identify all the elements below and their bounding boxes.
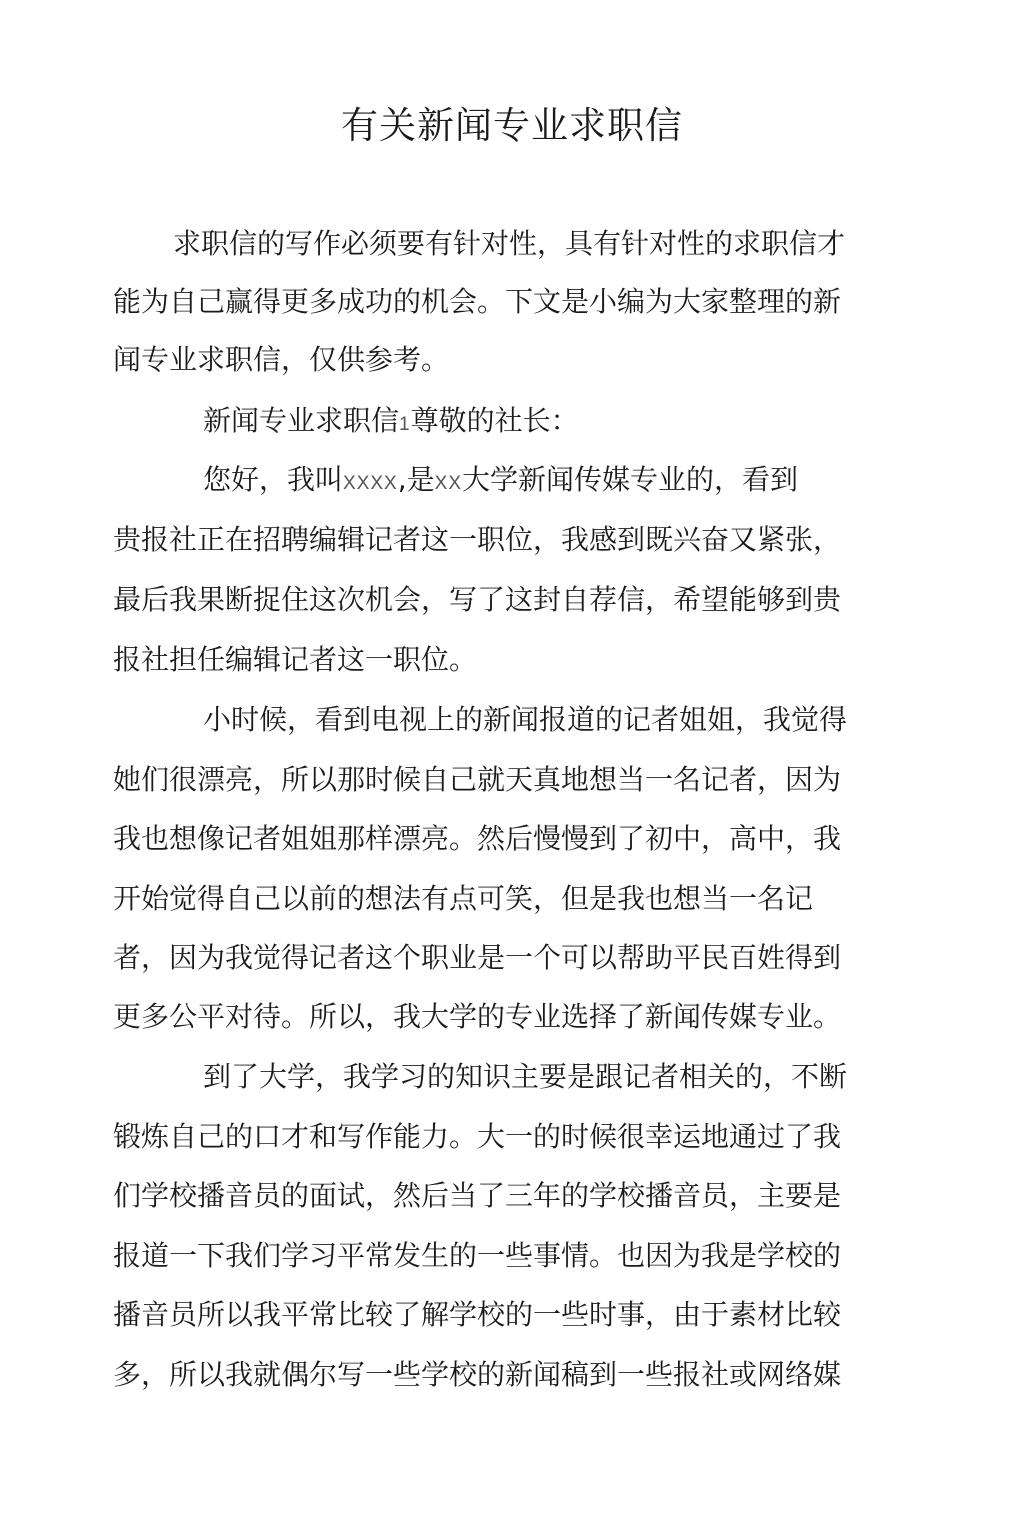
paragraph-line: 报社担任编辑记者这一职位。 xyxy=(113,643,478,676)
paragraph-line: 能为自己赢得更多成功的机会。下文是小编为大家整理的新 xyxy=(113,285,842,318)
name-placeholder: XXXX xyxy=(343,473,398,494)
paragraph-line: 开始觉得自己以前的想法有点可笑，但是我也想当一名记 xyxy=(113,882,814,915)
paragraph-line: 最后我果断捉住这次机会，写了这封自荐信，希望能够到贵 xyxy=(113,583,842,616)
paragraph-line: 闻专业求职信，仅供参考。 xyxy=(113,343,450,376)
letter-heading-line xyxy=(203,401,579,445)
letter-number: 1 xyxy=(399,414,411,435)
is-text: 是 xyxy=(406,463,435,496)
document-title: 有关新闻专业求职信 xyxy=(341,104,683,147)
greeting-rest: 大学新闻传媒专业的，看到 xyxy=(462,463,799,496)
paragraph-line: 锻炼自己的口才和写作能力。大一的时候很幸运地通过了我 xyxy=(113,1120,842,1153)
comma: , xyxy=(397,463,407,496)
greeting-text: 您好，我叫 xyxy=(203,463,344,496)
paragraph-line: 者，因为我觉得记者这个职业是一个可以帮助平民百姓得到 xyxy=(113,941,842,974)
salutation: 尊敬的社长： xyxy=(410,404,579,437)
paragraph-line: 们学校播音员的面试，然后当了三年的学校播音员，主要是 xyxy=(113,1179,842,1212)
letter-heading: 新闻专业求职信 xyxy=(203,404,400,437)
paragraph-line: 播音员所以我平常比较了解学校的一些时事，由于素材比较 xyxy=(113,1298,842,1331)
paragraph-line: 报道一下我们学习平常发生的一些事情。也因为我是学校的 xyxy=(113,1239,842,1272)
paragraph-line: 求职信的写作必须要有针对性，具有针对性的求职信才 xyxy=(173,227,846,260)
paragraph-line: 多，所以我就偶尔写一些学校的新闻稿到一些报社或网络媒 xyxy=(113,1358,842,1391)
paragraph-line: 到了大学，我学习的知识主要是跟记者相关的，不断 xyxy=(203,1060,848,1093)
paragraph-line: 小时候，看到电视上的新闻报道的记者姐姐，我觉得 xyxy=(203,703,848,736)
paragraph-line: 贵报社正在招聘编辑记者这一职位，我感到既兴奋又紧张， xyxy=(113,523,842,556)
paragraph-line: 她们很漂亮，所以那时候自己就天真地想当一名记者，因为 xyxy=(113,763,842,796)
university-placeholder: XX xyxy=(434,473,462,494)
paragraph-line: 更多公平对待。所以，我大学的专业选择了新闻传媒专业。 xyxy=(113,1000,842,1033)
paragraph-line: 我也想像记者姐姐那样漂亮。然后慢慢到了初中，高中，我 xyxy=(113,822,842,855)
greeting-line xyxy=(203,460,798,504)
